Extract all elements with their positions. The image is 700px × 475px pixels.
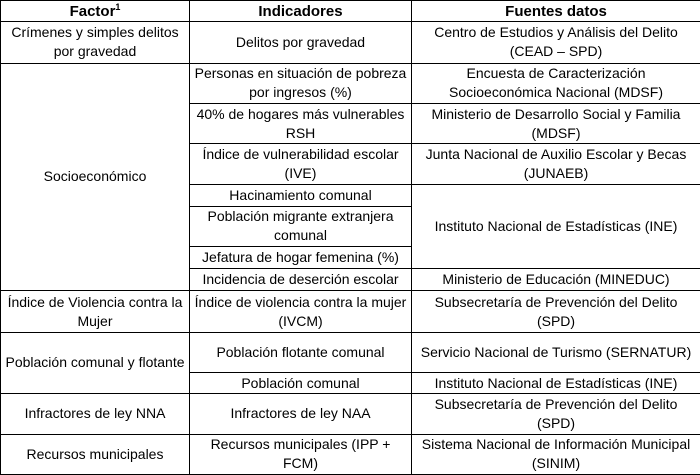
factor-cell: Infractores de ley NNA <box>1 394 190 434</box>
source-cell: Subsecretaría de Prevención del Delito (SPD) <box>412 291 700 332</box>
indicator-cell: Jefatura de hogar femenina (%) <box>190 247 412 269</box>
table-row <box>1 291 700 332</box>
indicator-cell: Población migrante extranjera comunal <box>190 206 412 246</box>
header-fuentes: Fuentes datos <box>412 1 700 22</box>
source-cell: Subsecretaría de Prevención del Delito (SPD) <box>412 394 700 434</box>
footnote-marker: 1 <box>115 1 121 12</box>
table-row <box>1 22 700 63</box>
indicator-cell: Delitos por gravedad <box>190 22 412 63</box>
table-row <box>1 394 700 434</box>
source-cell: Instituto Nacional de Estadísticas (INE) <box>412 373 700 394</box>
source-cell: Ministerio de Desarrollo Social y Familia (MDSF) <box>412 103 700 143</box>
table-row <box>1 434 700 474</box>
indicator-cell: Infractores de ley NAA <box>190 394 412 434</box>
table-row <box>1 332 700 372</box>
indicator-cell: Índice de violencia contra la mujer (IVCM) <box>190 291 412 332</box>
source-cell: Junta Nacional de Auxilio Escolar y Becas (JUNAEB) <box>412 144 700 184</box>
header-indicadores: Indicadores <box>190 1 412 22</box>
indicator-cell: 40% de hogares más vulnerables RSH <box>190 103 412 143</box>
source-cell: Encuesta de Caracterización Socioeconómica Nacional (MDSF) <box>412 63 700 103</box>
indicator-cell: Incidencia de deserción escolar <box>190 269 412 291</box>
indicator-cell: Población flotante comunal <box>190 332 412 372</box>
source-cell: Centro de Estudios y Análisis del Delito (CEAD – SPD) <box>412 22 700 63</box>
source-cell: Instituto Nacional de Estadísticas (INE) <box>412 184 700 269</box>
indicator-cell: Hacinamiento comunal <box>190 184 412 206</box>
source-cell: Sistema Nacional de Información Municipal (SINIM) <box>412 434 700 474</box>
source-cell: Servicio Nacional de Turismo (SERNATUR) <box>412 332 700 372</box>
header-row <box>1 1 700 22</box>
source-cell: Ministerio de Educación (MINEDUC) <box>412 269 700 291</box>
indicator-cell: Personas en situación de pobreza por ingresos (%) <box>190 63 412 103</box>
table-row <box>1 63 700 103</box>
factor-cell: Socioeconómico <box>1 63 190 291</box>
factor-cell: Recursos municipales <box>1 434 190 474</box>
factor-cell: Índice de Violencia contra la Mujer <box>1 291 190 332</box>
factor-cell: Crímenes y simples delitos por gravedad <box>1 22 190 63</box>
indicator-cell: Población comunal <box>190 373 412 394</box>
indicator-cell: Recursos municipales (IPP + FCM) <box>190 434 412 474</box>
factor-cell: Población comunal y flotante <box>1 332 190 394</box>
header-factor: Factor$^1$ <box>1 1 190 22</box>
indicator-cell: Índice de vulnerabilidad escolar (IVE) <box>190 144 412 184</box>
